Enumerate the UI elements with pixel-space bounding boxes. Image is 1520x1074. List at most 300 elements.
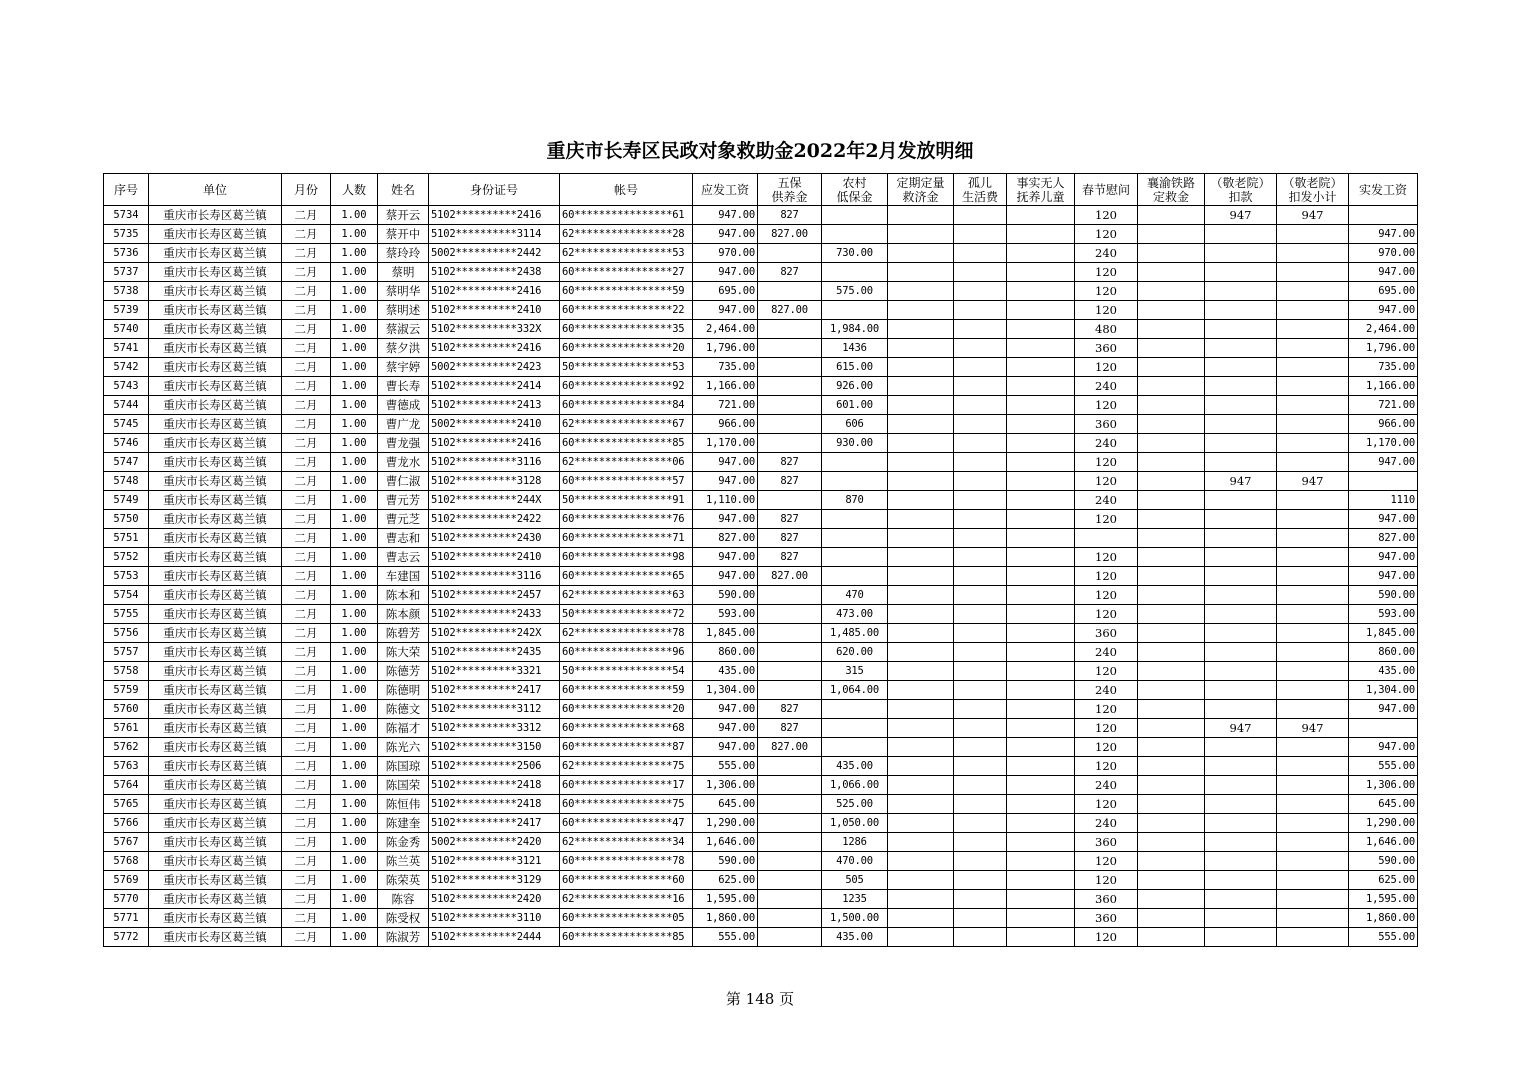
- table-cell: 5747: [104, 453, 149, 472]
- table-cell: 120: [1075, 738, 1138, 757]
- table-cell: [954, 700, 1007, 719]
- table-cell: 车建国: [378, 567, 429, 586]
- table-cell: [1205, 738, 1277, 757]
- table-cell: [1138, 415, 1205, 434]
- table-cell: [1138, 396, 1205, 415]
- table-cell: [888, 339, 954, 358]
- table-cell: [954, 662, 1007, 681]
- table-cell: 1,066.00: [822, 776, 888, 795]
- table-cell: 593.00: [693, 605, 758, 624]
- table-cell: 陈金秀: [378, 833, 429, 852]
- table-cell: 60****************47: [560, 814, 693, 833]
- table-cell: 601.00: [822, 396, 888, 415]
- table-cell: 1,646.00: [693, 833, 758, 852]
- table-cell: 735.00: [1349, 358, 1418, 377]
- table-cell: 1.00: [331, 643, 378, 662]
- table-cell: 60****************85: [560, 434, 693, 453]
- table-cell: 5735: [104, 225, 149, 244]
- table-cell: 730.00: [822, 244, 888, 263]
- table-cell: 947: [1205, 472, 1277, 491]
- table-cell: [1007, 396, 1075, 415]
- column-header: 五保 供养金: [758, 174, 822, 206]
- table-cell: 590.00: [1349, 586, 1418, 605]
- table-cell: 1,845.00: [693, 624, 758, 643]
- table-cell: [1138, 890, 1205, 909]
- table-cell: [1205, 396, 1277, 415]
- table-cell: [758, 662, 822, 681]
- table-cell: 120: [1075, 852, 1138, 871]
- column-header: 序号: [104, 174, 149, 206]
- table-cell: [1277, 871, 1349, 890]
- table-cell: 陈淑芳: [378, 928, 429, 947]
- table-cell: 1,860.00: [693, 909, 758, 928]
- table-cell: 1.00: [331, 890, 378, 909]
- table-cell: 120: [1075, 453, 1138, 472]
- table-cell: [888, 320, 954, 339]
- table-cell: 120: [1075, 548, 1138, 567]
- table-cell: 重庆市长寿区葛兰镇: [149, 339, 282, 358]
- table-cell: 555.00: [693, 757, 758, 776]
- table-cell: 120: [1075, 928, 1138, 947]
- table-cell: 5748: [104, 472, 149, 491]
- column-header: 单位: [149, 174, 282, 206]
- table-row: [104, 776, 1418, 795]
- table-row: [104, 206, 1418, 225]
- table-cell: 5769: [104, 871, 149, 890]
- table-cell: 473.00: [822, 605, 888, 624]
- table-cell: 5102**********3128: [429, 472, 560, 491]
- table-cell: 重庆市长寿区葛兰镇: [149, 529, 282, 548]
- table-cell: [888, 567, 954, 586]
- table-row: [104, 586, 1418, 605]
- table-cell: [1349, 206, 1418, 225]
- table-cell: 593.00: [1349, 605, 1418, 624]
- table-cell: 曹元芝: [378, 510, 429, 529]
- table-cell: 重庆市长寿区葛兰镇: [149, 871, 282, 890]
- table-cell: [822, 301, 888, 320]
- table-cell: 二月: [282, 358, 331, 377]
- document-title: 重庆市长寿区民政对象救助金2022年2月发放明细: [546, 140, 974, 162]
- table-cell: [1277, 529, 1349, 548]
- table-cell: 1,860.00: [1349, 909, 1418, 928]
- table-cell: [1277, 795, 1349, 814]
- table-cell: [1277, 263, 1349, 282]
- table-cell: 5102**********3129: [429, 871, 560, 890]
- table-cell: [1205, 320, 1277, 339]
- table-cell: [954, 453, 1007, 472]
- table-cell: [1277, 320, 1349, 339]
- table-cell: [954, 681, 1007, 700]
- table-cell: 827.00: [758, 567, 822, 586]
- table-cell: 590.00: [693, 852, 758, 871]
- table-cell: 1,485.00: [822, 624, 888, 643]
- table-cell: 5102**********3116: [429, 453, 560, 472]
- table-cell: 5744: [104, 396, 149, 415]
- table-cell: 5102**********2418: [429, 795, 560, 814]
- table-cell: 二月: [282, 320, 331, 339]
- table-cell: 二月: [282, 301, 331, 320]
- table-cell: [758, 814, 822, 833]
- table-cell: 60****************96: [560, 643, 693, 662]
- table-cell: [758, 320, 822, 339]
- table-cell: 947.00: [693, 548, 758, 567]
- table-cell: 5763: [104, 757, 149, 776]
- table-cell: 重庆市长寿区葛兰镇: [149, 301, 282, 320]
- table-cell: [888, 586, 954, 605]
- table-cell: [1007, 586, 1075, 605]
- table-cell: 5745: [104, 415, 149, 434]
- table-cell: 60****************76: [560, 510, 693, 529]
- table-cell: 5102**********2422: [429, 510, 560, 529]
- table-cell: 重庆市长寿区葛兰镇: [149, 320, 282, 339]
- table-cell: [888, 491, 954, 510]
- table-cell: 947.00: [693, 472, 758, 491]
- table-cell: [954, 244, 1007, 263]
- table-cell: 60****************17: [560, 776, 693, 795]
- table-cell: [1007, 776, 1075, 795]
- table-cell: 1.00: [331, 282, 378, 301]
- table-cell: 50****************54: [560, 662, 693, 681]
- table-cell: 蔡玲玲: [378, 244, 429, 263]
- table-cell: 1.00: [331, 586, 378, 605]
- table-cell: 50****************72: [560, 605, 693, 624]
- table-cell: [954, 624, 1007, 643]
- table-cell: 827: [758, 529, 822, 548]
- table-cell: [822, 529, 888, 548]
- table-cell: [822, 510, 888, 529]
- table-cell: 重庆市长寿区葛兰镇: [149, 833, 282, 852]
- table-cell: [1007, 757, 1075, 776]
- table-cell: 5765: [104, 795, 149, 814]
- table-cell: 5102**********2433: [429, 605, 560, 624]
- table-cell: 重庆市长寿区葛兰镇: [149, 358, 282, 377]
- table-cell: [1277, 700, 1349, 719]
- table-cell: 重庆市长寿区葛兰镇: [149, 662, 282, 681]
- table-cell: 陈德文: [378, 700, 429, 719]
- table-cell: [1277, 662, 1349, 681]
- table-row: [104, 814, 1418, 833]
- table-cell: 蔡淑云: [378, 320, 429, 339]
- table-cell: [1138, 738, 1205, 757]
- table-cell: [888, 795, 954, 814]
- table-cell: 曹元芳: [378, 491, 429, 510]
- table-cell: 645.00: [1349, 795, 1418, 814]
- table-cell: 1.00: [331, 605, 378, 624]
- table-cell: 重庆市长寿区葛兰镇: [149, 206, 282, 225]
- table-cell: 1.00: [331, 871, 378, 890]
- table-cell: [888, 662, 954, 681]
- table-cell: 827.00: [1349, 529, 1418, 548]
- table-cell: [1007, 719, 1075, 738]
- table-cell: 二月: [282, 871, 331, 890]
- table-cell: [1138, 472, 1205, 491]
- table-row: [104, 225, 1418, 244]
- table-cell: [758, 491, 822, 510]
- table-cell: 1,646.00: [1349, 833, 1418, 852]
- table-cell: 陈国琼: [378, 757, 429, 776]
- table-cell: 5102**********2416: [429, 206, 560, 225]
- table-cell: 1,595.00: [1349, 890, 1418, 909]
- table-cell: 重庆市长寿区葛兰镇: [149, 624, 282, 643]
- table-cell: [954, 890, 1007, 909]
- table-cell: 240: [1075, 434, 1138, 453]
- table-cell: [1277, 681, 1349, 700]
- table-cell: [1205, 909, 1277, 928]
- table-cell: 二月: [282, 339, 331, 358]
- table-cell: 5002**********2420: [429, 833, 560, 852]
- table-cell: 1.00: [331, 814, 378, 833]
- table-cell: [954, 263, 1007, 282]
- table-cell: 5102**********3116: [429, 567, 560, 586]
- table-cell: 120: [1075, 795, 1138, 814]
- table-cell: 947.00: [1349, 700, 1418, 719]
- table-cell: 1.00: [331, 852, 378, 871]
- table-cell: 240: [1075, 244, 1138, 263]
- table-cell: [1007, 244, 1075, 263]
- table-cell: 947.00: [1349, 301, 1418, 320]
- table-row: [104, 643, 1418, 662]
- table-cell: 二月: [282, 567, 331, 586]
- table-cell: [1205, 681, 1277, 700]
- table-cell: 陈国荣: [378, 776, 429, 795]
- table-cell: 60****************61: [560, 206, 693, 225]
- table-cell: 1.00: [331, 757, 378, 776]
- table-cell: 120: [1075, 586, 1138, 605]
- table-cell: [758, 795, 822, 814]
- table-cell: 重庆市长寿区葛兰镇: [149, 928, 282, 947]
- table-cell: [888, 263, 954, 282]
- table-cell: 435.00: [822, 757, 888, 776]
- table-cell: 5102**********2438: [429, 263, 560, 282]
- table-cell: [1007, 320, 1075, 339]
- table-cell: [1138, 719, 1205, 738]
- column-header: 孤儿 生活费: [954, 174, 1007, 206]
- table-cell: 60****************60: [560, 871, 693, 890]
- table-row: [104, 548, 1418, 567]
- table-cell: 60****************78: [560, 852, 693, 871]
- table-row: [104, 396, 1418, 415]
- table-row: [104, 358, 1418, 377]
- table-cell: 1,166.00: [1349, 377, 1418, 396]
- table-cell: 蔡明: [378, 263, 429, 282]
- table-cell: [1349, 719, 1418, 738]
- table-cell: 120: [1075, 358, 1138, 377]
- table-cell: [1277, 586, 1349, 605]
- table-cell: [1138, 301, 1205, 320]
- table-cell: 575.00: [822, 282, 888, 301]
- table-cell: [1277, 852, 1349, 871]
- table-cell: 1,796.00: [1349, 339, 1418, 358]
- table-cell: [1138, 491, 1205, 510]
- table-cell: [1007, 529, 1075, 548]
- table-cell: 1.00: [331, 301, 378, 320]
- table-cell: 重庆市长寿区葛兰镇: [149, 700, 282, 719]
- table-cell: [1277, 909, 1349, 928]
- table-cell: 5743: [104, 377, 149, 396]
- table-cell: 5102**********2457: [429, 586, 560, 605]
- table-cell: [888, 681, 954, 700]
- table-cell: [888, 757, 954, 776]
- table-cell: [758, 681, 822, 700]
- table-cell: [1138, 605, 1205, 624]
- table-cell: 5754: [104, 586, 149, 605]
- table-cell: 陈碧芳: [378, 624, 429, 643]
- table-cell: 240: [1075, 377, 1138, 396]
- table-cell: 二月: [282, 662, 331, 681]
- table-cell: 60****************92: [560, 377, 693, 396]
- table-cell: [1205, 415, 1277, 434]
- table-cell: 1110: [1349, 491, 1418, 510]
- table-cell: 60****************57: [560, 472, 693, 491]
- table-cell: [758, 852, 822, 871]
- table-row: [104, 871, 1418, 890]
- table-cell: [1138, 624, 1205, 643]
- column-header: 月份: [282, 174, 331, 206]
- table-cell: 5002**********2410: [429, 415, 560, 434]
- table-cell: [888, 301, 954, 320]
- table-cell: 947: [1205, 719, 1277, 738]
- table-cell: 120: [1075, 301, 1138, 320]
- table-cell: 重庆市长寿区葛兰镇: [149, 776, 282, 795]
- table-cell: [1205, 757, 1277, 776]
- column-header: 实发工资: [1349, 174, 1418, 206]
- table-cell: [1007, 206, 1075, 225]
- table-cell: 陈受权: [378, 909, 429, 928]
- table-cell: [1205, 776, 1277, 795]
- table-cell: [888, 510, 954, 529]
- table-cell: [1007, 358, 1075, 377]
- table-cell: 重庆市长寿区葛兰镇: [149, 757, 282, 776]
- table-cell: 5760: [104, 700, 149, 719]
- table-cell: 947.00: [693, 510, 758, 529]
- table-cell: 926.00: [822, 377, 888, 396]
- table-cell: 2,464.00: [1349, 320, 1418, 339]
- table-cell: 1.00: [331, 510, 378, 529]
- column-header: 定期定量 救济金: [888, 174, 954, 206]
- table-cell: 5102**********2410: [429, 301, 560, 320]
- table-cell: 62****************06: [560, 453, 693, 472]
- table-cell: 1,064.00: [822, 681, 888, 700]
- table-cell: [954, 510, 1007, 529]
- table-cell: 1.00: [331, 681, 378, 700]
- table-cell: [1007, 453, 1075, 472]
- table-cell: 947.00: [1349, 510, 1418, 529]
- table-cell: [1138, 510, 1205, 529]
- table-cell: [888, 871, 954, 890]
- table-cell: 120: [1075, 719, 1138, 738]
- table-cell: [888, 719, 954, 738]
- table-cell: [1007, 434, 1075, 453]
- table-cell: 240: [1075, 643, 1138, 662]
- table-cell: 1235: [822, 890, 888, 909]
- table-cell: 62****************16: [560, 890, 693, 909]
- table-cell: [1007, 377, 1075, 396]
- table-cell: [758, 890, 822, 909]
- table-cell: 60****************20: [560, 700, 693, 719]
- table-cell: 480: [1075, 320, 1138, 339]
- column-header: 姓名: [378, 174, 429, 206]
- table-cell: [1205, 548, 1277, 567]
- table-cell: 1.00: [331, 358, 378, 377]
- table-cell: 695.00: [693, 282, 758, 301]
- table-cell: [954, 377, 1007, 396]
- table-cell: [954, 909, 1007, 928]
- table-cell: [822, 225, 888, 244]
- table-cell: 947.00: [693, 738, 758, 757]
- column-header: 春节慰问: [1075, 174, 1138, 206]
- table-cell: 62****************34: [560, 833, 693, 852]
- table-cell: 重庆市长寿区葛兰镇: [149, 643, 282, 662]
- table-cell: 60****************71: [560, 529, 693, 548]
- table-cell: 5102**********2420: [429, 890, 560, 909]
- table-cell: 曹龙强: [378, 434, 429, 453]
- table-cell: 966.00: [1349, 415, 1418, 434]
- table-cell: [1205, 567, 1277, 586]
- table-cell: [1007, 890, 1075, 909]
- table-cell: 947: [1205, 206, 1277, 225]
- table-cell: 947.00: [1349, 738, 1418, 757]
- table-cell: 5102**********2430: [429, 529, 560, 548]
- table-cell: 二月: [282, 719, 331, 738]
- table-row: [104, 909, 1418, 928]
- table-cell: 5102**********3312: [429, 719, 560, 738]
- table-cell: 590.00: [693, 586, 758, 605]
- table-cell: [954, 472, 1007, 491]
- table-cell: 970.00: [1349, 244, 1418, 263]
- table-cell: [1007, 662, 1075, 681]
- table-cell: 1.00: [331, 244, 378, 263]
- table-cell: 827: [758, 510, 822, 529]
- table-cell: 蔡宇婷: [378, 358, 429, 377]
- table-cell: [1277, 434, 1349, 453]
- table-cell: 1.00: [331, 624, 378, 643]
- table-cell: [1205, 586, 1277, 605]
- table-cell: 重庆市长寿区葛兰镇: [149, 491, 282, 510]
- table-cell: 120: [1075, 605, 1138, 624]
- table-cell: 5102**********3150: [429, 738, 560, 757]
- table-cell: 二月: [282, 776, 331, 795]
- table-cell: 60****************20: [560, 339, 693, 358]
- table-body: [104, 206, 1418, 947]
- table-cell: 二月: [282, 529, 331, 548]
- table-cell: 1,796.00: [693, 339, 758, 358]
- table-cell: 二月: [282, 377, 331, 396]
- table-cell: [1205, 871, 1277, 890]
- table-cell: [1138, 681, 1205, 700]
- table-cell: 重庆市长寿区葛兰镇: [149, 472, 282, 491]
- table-cell: [888, 206, 954, 225]
- table-cell: [1007, 491, 1075, 510]
- table-cell: 5768: [104, 852, 149, 871]
- table-cell: 60****************84: [560, 396, 693, 415]
- table-cell: 5102**********3321: [429, 662, 560, 681]
- table-cell: 5102**********2506: [429, 757, 560, 776]
- table-cell: 240: [1075, 681, 1138, 700]
- table-cell: [954, 605, 1007, 624]
- table-cell: [758, 871, 822, 890]
- table-cell: 重庆市长寿区葛兰镇: [149, 681, 282, 700]
- table-cell: 315: [822, 662, 888, 681]
- table-cell: 360: [1075, 339, 1138, 358]
- table-cell: 1.00: [331, 738, 378, 757]
- table-cell: 827: [758, 719, 822, 738]
- table-cell: [1277, 339, 1349, 358]
- table-cell: [888, 472, 954, 491]
- table-cell: 曹德成: [378, 396, 429, 415]
- table-cell: 645.00: [693, 795, 758, 814]
- table-cell: 60****************59: [560, 282, 693, 301]
- table-cell: 1.00: [331, 396, 378, 415]
